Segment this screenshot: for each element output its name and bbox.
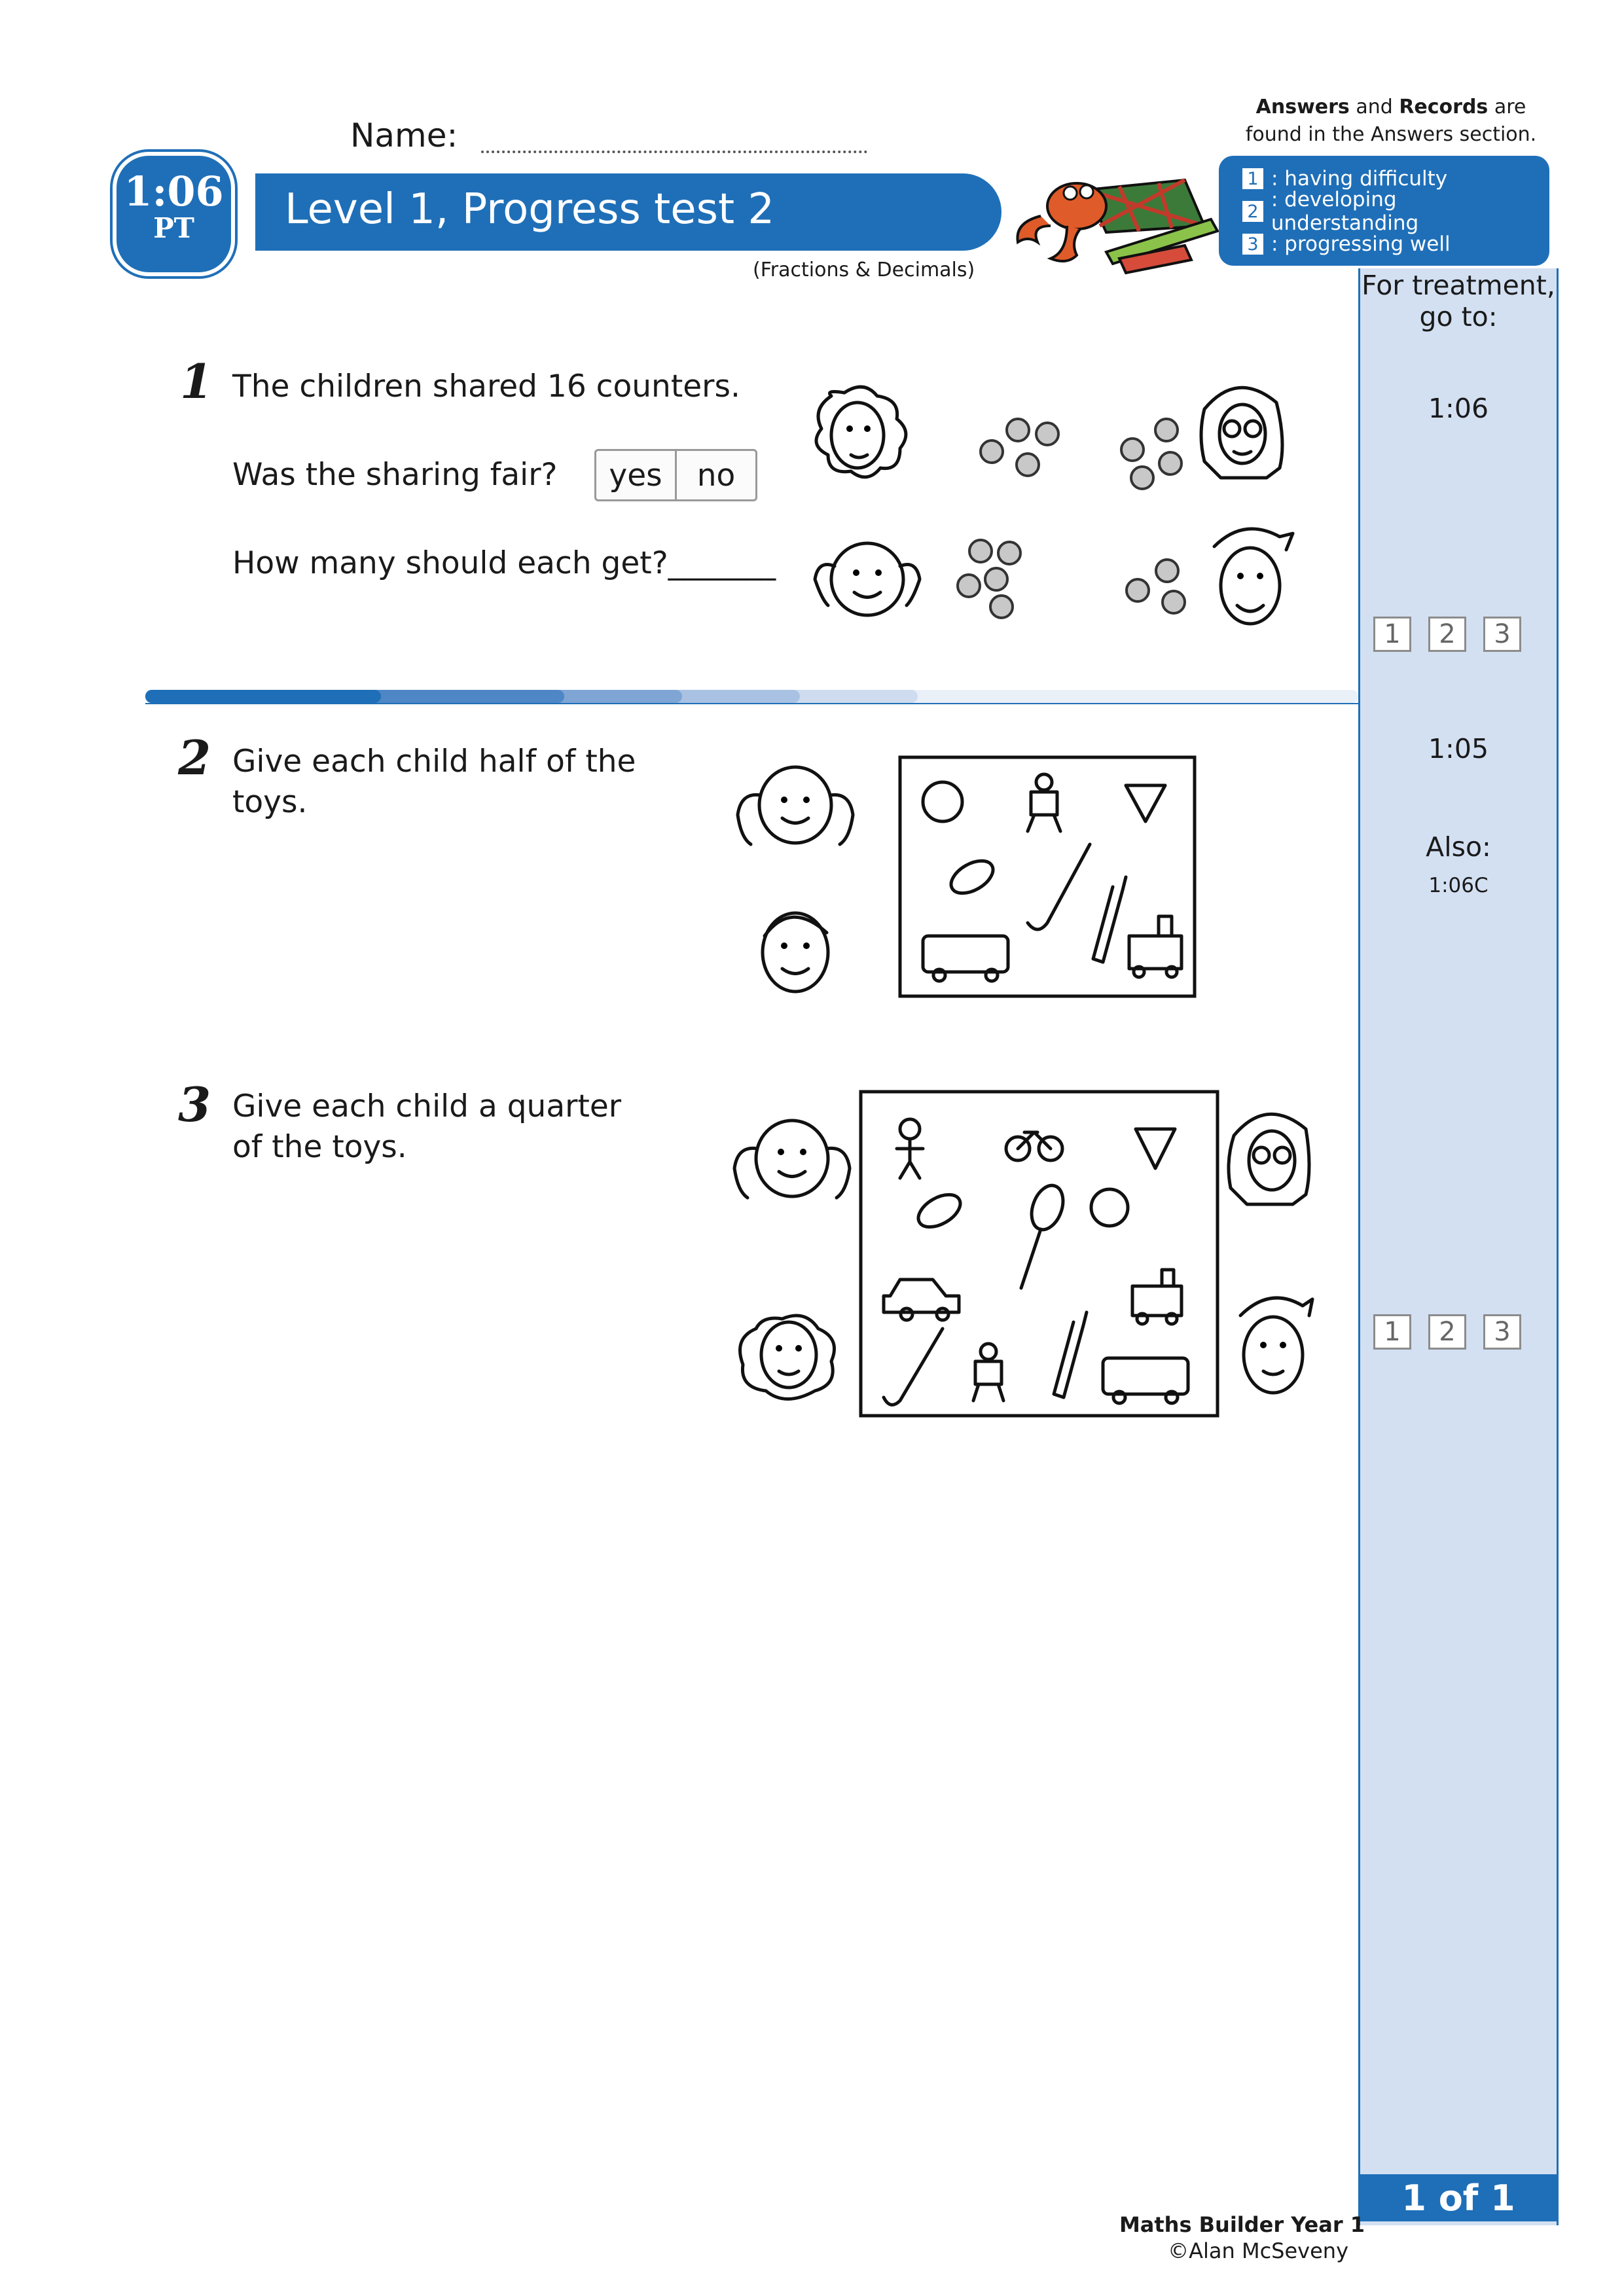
also-ref: 1:06C — [1428, 874, 1489, 897]
rating-box-3[interactable]: 3 — [1483, 1314, 1521, 1350]
legend-row-1: 1 : having difficulty — [1242, 162, 1549, 195]
rating-boxes-section-1 — [1373, 617, 1521, 652]
question-1-text: The children shared 16 counters. — [232, 368, 740, 404]
counter-group-3 — [958, 540, 1020, 618]
child-face-cap — [1240, 1298, 1312, 1393]
child-face-glasses — [1229, 1114, 1309, 1204]
footer-title: Maths Builder Year 1 — [1119, 2212, 1365, 2237]
treatment-heading — [1360, 270, 1557, 332]
question-3-line-1: Give each child a quarter — [232, 1088, 622, 1124]
answers-note: Answers and Records are found in the Answers section. — [1245, 96, 1537, 146]
child-face-pigtails — [734, 1121, 850, 1198]
child-face-curly-hair — [816, 387, 906, 477]
yes-no-choice — [594, 449, 757, 501]
children-with-counters-illustration — [805, 357, 1329, 645]
page-counter: 1 of 1 — [1358, 2174, 1559, 2221]
question-1-followup[interactable]: How many should each get?_______ — [232, 545, 776, 581]
rating-box-2[interactable]: 2 — [1428, 617, 1466, 652]
quarter-toys-illustration — [717, 1086, 1345, 1427]
code-number: 1:06 — [124, 168, 224, 215]
mascot-crab-illustration — [988, 154, 1224, 285]
section-divider — [145, 689, 1358, 704]
treatment-ref-2: 1:05 — [1428, 733, 1489, 764]
child-face-boy — [763, 913, 828, 992]
half-toys-illustration — [727, 746, 1198, 1008]
child-face-glasses — [1201, 387, 1282, 478]
counter-group-1 — [981, 419, 1058, 476]
code-badge — [113, 152, 235, 276]
yes-option[interactable]: yes — [596, 451, 677, 499]
treatment-line-2: go to: — [1419, 301, 1498, 332]
question-3-line-2: of the toys. — [232, 1129, 407, 1165]
no-option[interactable]: no — [696, 457, 736, 493]
rating-boxes-section-2 — [1373, 1314, 1521, 1350]
counter-group-2 — [1121, 419, 1182, 489]
question-3-number: 3 — [178, 1077, 211, 1132]
name-field[interactable] — [481, 151, 867, 153]
page-title: Level 1, Progress test 2 — [285, 185, 775, 234]
code-suffix: PT — [153, 212, 194, 244]
name-label: Name: — [350, 117, 458, 154]
page-subtitle: (Fractions & Decimals) — [753, 259, 975, 281]
child-face-pigtails — [738, 767, 853, 844]
footer-copyright: ©Alan McSeveny — [1168, 2238, 1348, 2263]
child-face-curly-hair — [740, 1316, 835, 1399]
toy-box — [861, 1092, 1218, 1416]
child-face-pigtails — [815, 543, 920, 615]
question-2-line-2: toys. — [232, 784, 308, 820]
legend-row-3: 3 : progressing well — [1242, 228, 1549, 260]
rating-box-3[interactable]: 3 — [1483, 617, 1521, 652]
treatment-ref-1: 1:06 — [1428, 393, 1489, 424]
rating-box-1[interactable]: 1 — [1373, 1314, 1411, 1350]
rating-box-2[interactable]: 2 — [1428, 1314, 1466, 1350]
question-2-line-1: Give each child half of the — [232, 744, 636, 780]
treatment-column — [1358, 268, 1559, 2225]
question-1-number: 1 — [180, 353, 213, 409]
also-label: Also: — [1426, 831, 1491, 863]
question-1-prompt: Was the sharing fair? — [232, 457, 558, 493]
counter-group-4 — [1127, 560, 1185, 613]
question-2-number: 2 — [178, 730, 211, 785]
rating-box-1[interactable]: 1 — [1373, 617, 1411, 652]
rating-legend — [1219, 156, 1549, 266]
child-face-cap — [1214, 529, 1293, 624]
legend-row-2: 2 : developing understanding — [1242, 195, 1549, 228]
treatment-line-1: For treatment, — [1362, 270, 1555, 301]
